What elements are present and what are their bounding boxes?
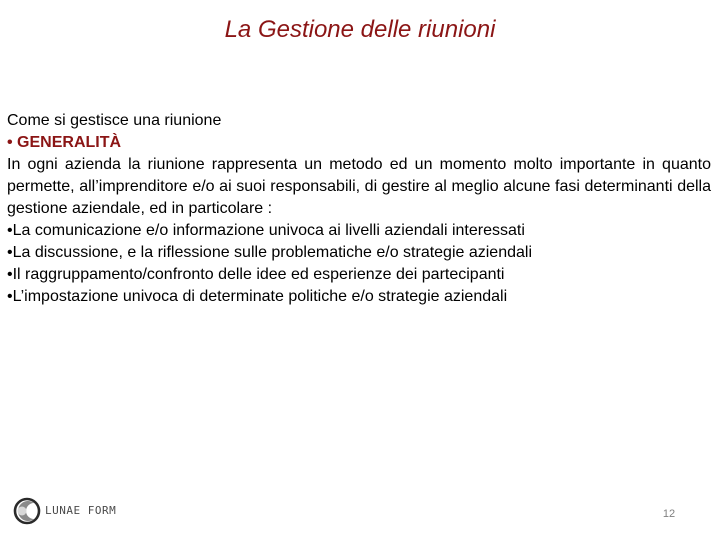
bullet-item: •Il raggruppamento/confronto delle idee ed esperienze dei partecipanti [7, 266, 505, 283]
section-subheading: • GENERALITÀ [7, 134, 122, 151]
page-number: 12 [662, 508, 676, 520]
slide-title: La Gestione delle riunioni [224, 16, 496, 43]
section-heading: Come si gestisce una riunione [7, 112, 222, 129]
bullet-item: •La comunicazione e/o informazione univoca ai livelli aziendali interessati [7, 222, 525, 239]
logo-text: LUNAE FORM [45, 504, 117, 517]
bullet-item: •La discussione, e la riflessione sulle problematiche e/o strategie aziendali [7, 244, 533, 261]
intro-paragraph: In ogni azienda la riunione rappresenta un metodo ed un momento molto importante in quanto permette, all’imprenditore e/o ai suoi responsabili, di gestire al meglio alcune fasi determinanti della gestione aziendale, ed in particolare : [7, 156, 711, 217]
bullet-item: •L’impostazione univoca di determinate politiche e/o strategie aziendali [7, 288, 508, 305]
lunae-logo-icon [12, 496, 42, 526]
slide-body [7, 110, 711, 308]
company-logo [12, 495, 116, 527]
